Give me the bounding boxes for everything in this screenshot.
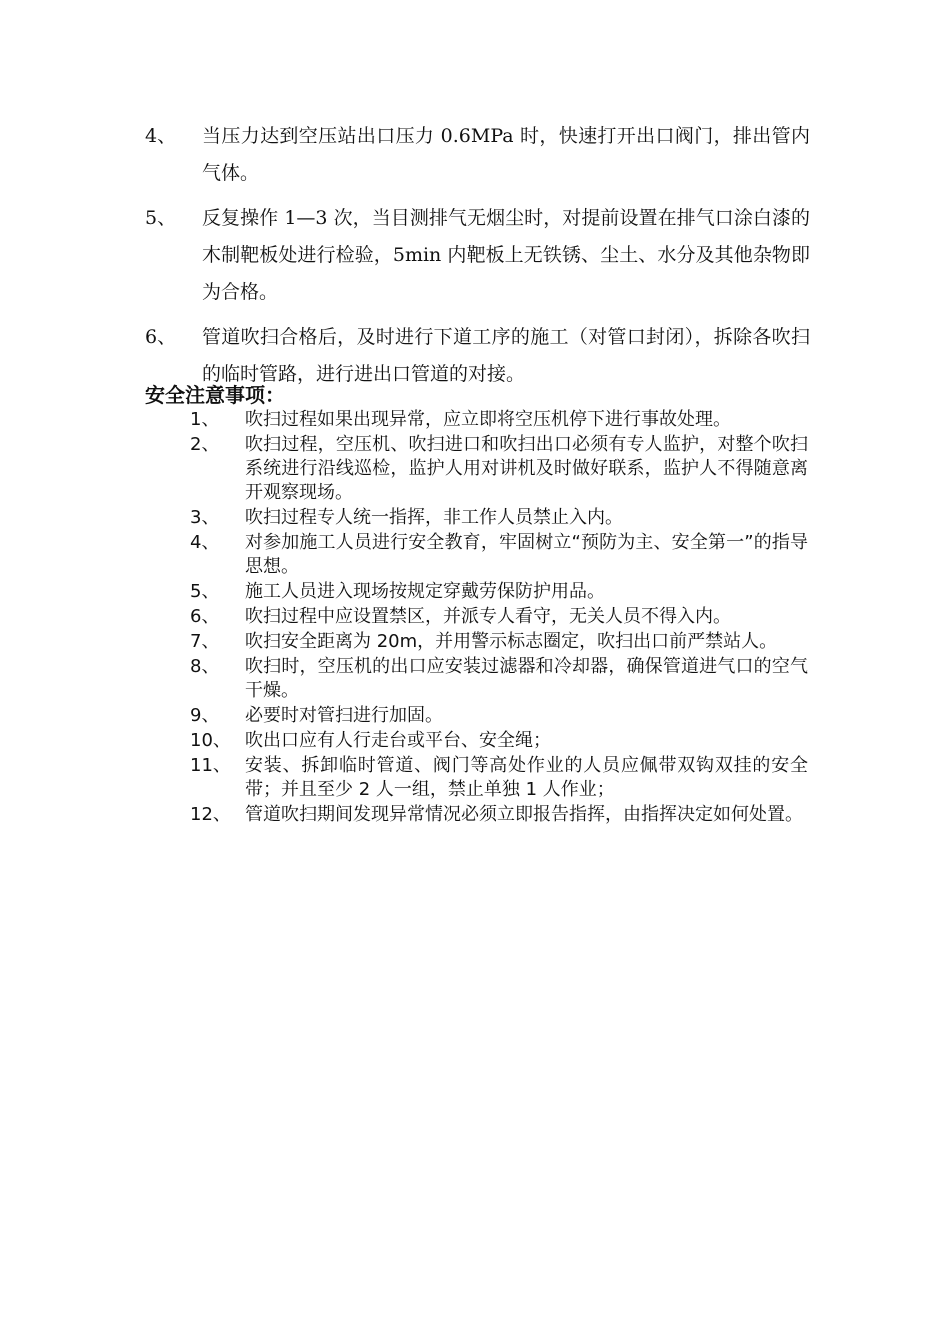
safety-item-number: 8、 xyxy=(190,656,220,677)
safety-item xyxy=(190,704,808,728)
step-number: 4、 xyxy=(145,125,177,147)
safety-item xyxy=(190,408,808,432)
safety-item-text: 吹扫过程专人统一指挥，非工作人员禁止入内。 xyxy=(245,507,623,528)
safety-item-text: 施工人员进入现场按规定穿戴劳保防护用品。 xyxy=(245,581,605,602)
step-number: 6、 xyxy=(145,326,177,348)
safety-item-text: 必要时对管扫进行加固。 xyxy=(245,705,443,726)
step-number: 5、 xyxy=(145,207,177,229)
safety-item xyxy=(190,754,808,802)
step-text: 反复操作 1—3 次，当目测排气无烟尘时，对提前设置在排气口涂白漆的木制靶板处进行检验，5min 内靶板上无铁锈、尘土、水分及其他杂物即为合格。 xyxy=(202,207,810,303)
safety-item-number: 4、 xyxy=(190,532,220,553)
safety-item-text: 对参加施工人员进行安全教育，牢固树立“预防为主、安全第一”的指导思想。 xyxy=(245,532,808,577)
procedure-step xyxy=(145,118,810,192)
safety-item-text: 安装、拆卸临时管道、阀门等高处作业的人员应佩带双钩双挂的安全带；并且至少 2 人一组，禁止单独 1 人作业； xyxy=(245,755,808,800)
safety-item-number: 12、 xyxy=(190,804,231,825)
safety-item-number: 5、 xyxy=(190,581,220,602)
safety-item-text: 吹扫时，空压机的出口应安装过滤器和冷却器，确保管道进气口的空气干燥。 xyxy=(245,656,808,701)
safety-item xyxy=(190,506,808,530)
safety-item xyxy=(190,605,808,629)
safety-item xyxy=(190,433,808,505)
procedure-steps xyxy=(145,118,810,401)
safety-item-number: 10、 xyxy=(190,730,231,751)
safety-item-number: 3、 xyxy=(190,507,220,528)
safety-item-text: 吹扫过程中应设置禁区，并派专人看守，无关人员不得入内。 xyxy=(245,606,731,627)
safety-item-text: 管道吹扫期间发现异常情况必须立即报告指挥，由指挥决定如何处置。 xyxy=(245,804,803,825)
safety-item-number: 9、 xyxy=(190,705,220,726)
safety-item xyxy=(190,803,808,827)
safety-heading: 安全注意事项： xyxy=(145,383,285,407)
step-text: 当压力达到空压站出口压力 0.6MPa 时，快速打开出口阀门，排出管内气体。 xyxy=(202,125,810,184)
safety-item-number: 2、 xyxy=(190,434,220,455)
safety-item-number: 1、 xyxy=(190,409,220,430)
safety-item-text: 吹扫安全距离为 20m，并用警示标志圈定，吹扫出口前严禁站人。 xyxy=(245,631,778,652)
safety-item xyxy=(190,531,808,579)
step-text: 管道吹扫合格后，及时进行下道工序的施工（对管口封闭），拆除各吹扫的临时管路，进行进出口管道的对接。 xyxy=(202,326,810,385)
safety-item-text: 吹扫过程如果出现异常，应立即将空压机停下进行事故处理。 xyxy=(245,409,731,430)
safety-item-number: 11、 xyxy=(190,755,231,776)
safety-list xyxy=(190,408,808,828)
safety-item xyxy=(190,630,808,654)
procedure-step xyxy=(145,200,810,311)
safety-item xyxy=(190,580,808,604)
safety-item-text: 吹出口应有人行走台或平台、安全绳； xyxy=(245,730,551,751)
safety-item-text: 吹扫过程，空压机、吹扫进口和吹扫出口必须有专人监护，对整个吹扫系统进行沿线巡检，监护人用对讲机及时做好联系，监护人不得随意离开观察现场。 xyxy=(245,434,808,503)
safety-item xyxy=(190,655,808,703)
safety-item-number: 6、 xyxy=(190,606,220,627)
safety-item-number: 7、 xyxy=(190,631,220,652)
safety-item xyxy=(190,729,808,753)
